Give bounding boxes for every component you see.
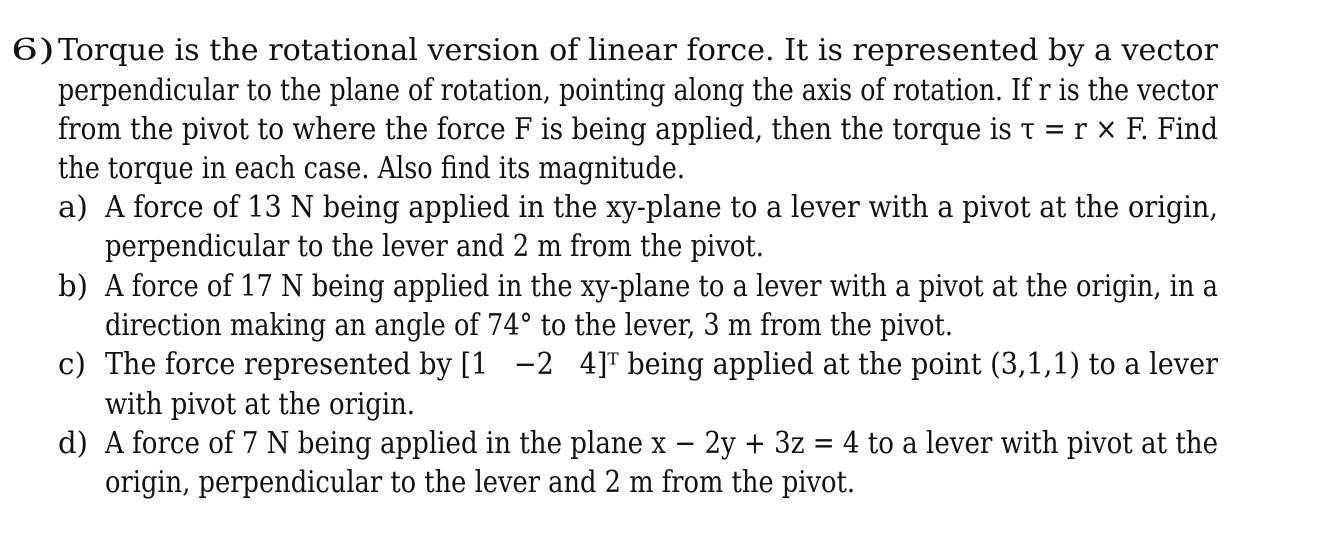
part-a-label: a) [58, 190, 88, 224]
intro-line-2: perpendicular to the plane of rotation, pointing along the axis of rotation. If r is the vector [58, 73, 1218, 107]
problem-number: 6) [11, 33, 55, 67]
part-b-label: b) [58, 269, 88, 303]
intro-line-3: from the pivot to where the force F is being applied, then the torque is τ = r × F. Find [58, 112, 1218, 146]
part-b-line-1: A force of 17 N being applied in the xy-plane to a lever with a pivot at the origin, in a [105, 269, 1218, 303]
part-d-line-2: origin, perpendicular to the lever and 2 m from the pivot. [105, 465, 855, 499]
part-d-label: d) [58, 426, 88, 460]
part-c-label: c) [58, 347, 86, 381]
part-b-line-2: direction making an angle of 74° to the lever, 3 m from the pivot. [105, 308, 953, 342]
part-c-line-1: The force represented by [1 −2 4]ᵀ being applied at the point (3,1,1) to a lever [105, 347, 1218, 381]
part-c-line-2: with pivot at the origin. [105, 387, 415, 421]
part-a-line-1: A force of 13 N being applied in the xy-plane to a lever with a pivot at the origin, [105, 190, 1218, 224]
intro-line-4: the torque in each case. Also find its magnitude. [58, 151, 685, 185]
part-d-line-1: A force of 7 N being applied in the plane x − 2y + 3z = 4 to a lever with pivot at the [105, 426, 1218, 460]
part-a-line-2: perpendicular to the lever and 2 m from the pivot. [105, 229, 764, 263]
intro-line-1: Torque is the rotational version of linear force. It is represented by a vector [58, 33, 1218, 67]
